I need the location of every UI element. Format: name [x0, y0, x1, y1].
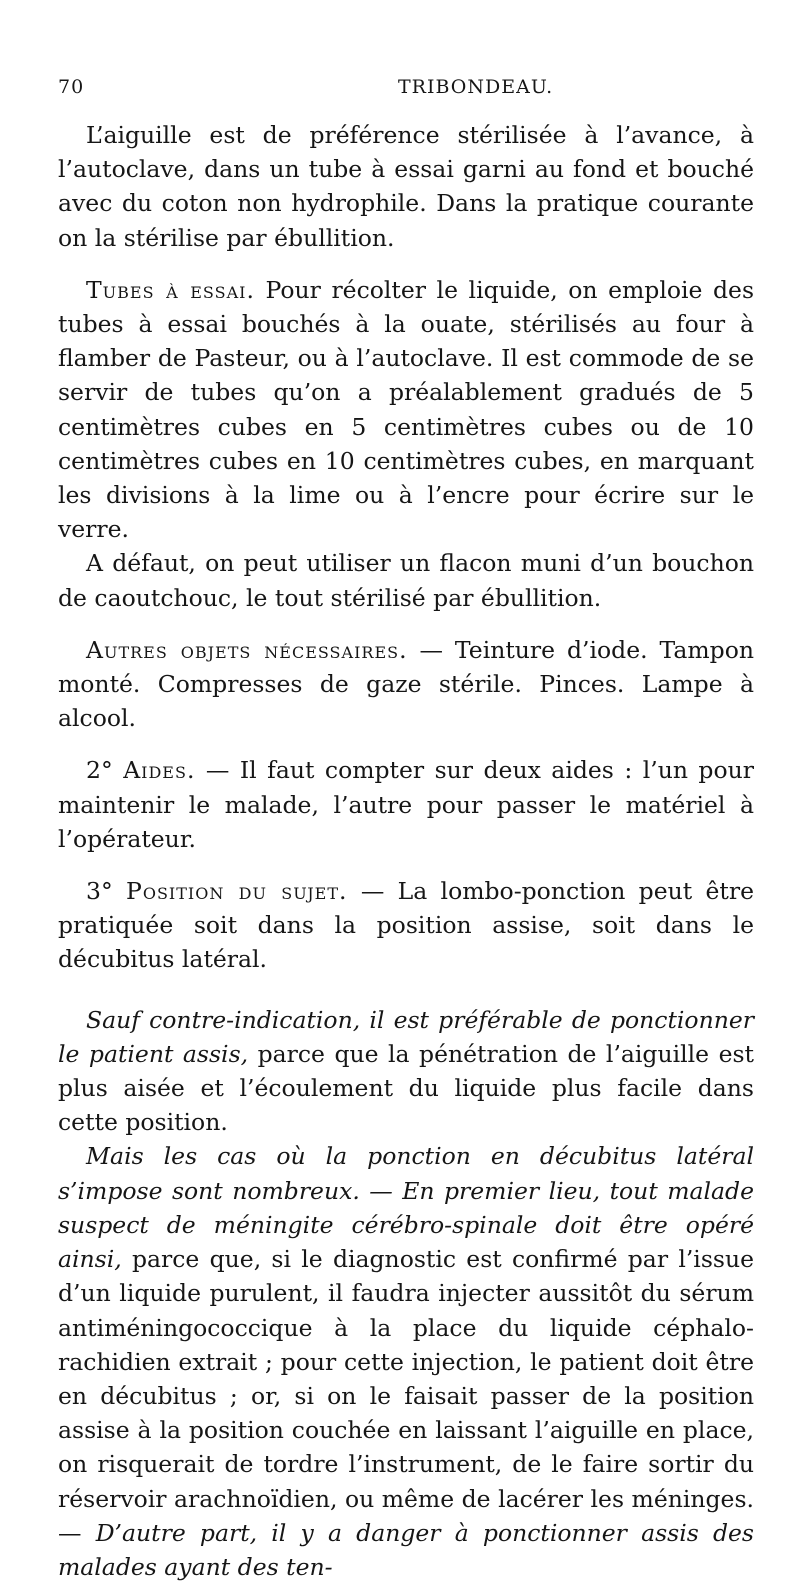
paragraph-text: — La lombo-ponction peut être pratiquée soit dans la position assise, soit dans le décubitus latéral.	[58, 877, 754, 974]
paragraph-seated-preference	[58, 1003, 754, 1140]
paragraph-text: parce que, si le diagnostic est confirmé par l’issue d’un liquide purulent, il faudra injecter aussitôt du sérum antiméningococcique à la place du liquide céphalo-rachidien extrait ; pour cette injection, le patient doit être en décubitus ; or, si on le faisait passer de la position assise à la position couchée en laissant l’aiguille en place, on risquerait de tordre l’instrument, de le faire sortir du réservoir arachnoïdien, ou même de lacérer les méninges. —	[58, 1245, 754, 1547]
paragraph-text: — Il faut compter sur deux aides : l’un pour maintenir le malade, l’autre pour passer le matériel à l’opérateur.	[58, 756, 754, 853]
paragraph-patient-position	[58, 874, 754, 977]
running-title: TRIBONDEAU.	[398, 76, 554, 98]
paragraph-test-tubes	[58, 273, 754, 547]
paragraph-flask-alternative	[58, 546, 754, 614]
page-number: 70	[58, 76, 85, 98]
running-header	[58, 76, 742, 106]
section-number: 2°	[86, 756, 113, 785]
italic-emphasis: Sauf contre-indication, il est préférable de ponctionner le patient assis,	[58, 1005, 754, 1068]
paragraph-needle-sterilization	[58, 118, 754, 255]
section-heading: Aides.	[123, 756, 196, 785]
paragraph-text: Pour récolter le liquide, on emploie des tubes à essai bouchés à la ouate, stérilisés au four à flamber de Pasteur, ou à l’autoclave. Il est commode de se servir de tubes qu’on a préalablement gradués de 5 centimètres cubes en 5 centimètres cubes ou de 10 centimètres cubes en 10 centimètres cubes, en marquant les divisions à la lime ou à l’encre pour écrire sur le verre.	[58, 275, 755, 544]
section-number: 3°	[86, 877, 113, 906]
paragraph-text: L’aiguille est de préférence stérilisée à l’avance, à l’autoclave, dans un tube à essai garni au fond et bouché avec du coton non hydrophile. Dans la pratique courante on la stérilise par ébullition.	[58, 121, 754, 252]
italic-emphasis-end: D’autre part, il y a danger à ponctionner assis des malades ayant des ten-	[58, 1518, 754, 1581]
paragraph-text: parce que la pénétration de l’aiguille est plus aisée et l’écoulement du liquide plus facile dans cette position.	[58, 1039, 754, 1137]
section-heading: Position du sujet.	[126, 877, 348, 906]
paragraph-text: A défaut, on peut utiliser un flacon muni d’un bouchon de caoutchouc, le tout stérilisé par ébullition.	[58, 549, 754, 612]
page-body	[58, 118, 754, 1584]
italic-emphasis: Mais les cas où la ponction en décubitus latéral s’impose sont nombreux. — En premier lieu, tout malade suspect de méningite cérébro-spinale doit être opéré ainsi,	[58, 1142, 754, 1274]
section-heading: Autres objets nécessaires.	[86, 635, 408, 664]
paragraph-text: — Teinture d’iode. Tampon monté. Compresses de gaze stérile. Pinces. Lampe à alcool.	[58, 635, 754, 733]
paragraph-assistants	[58, 753, 754, 856]
section-heading: Tubes à essai.	[86, 275, 255, 304]
paragraph-other-items	[58, 633, 754, 736]
paragraph-lateral-decubitus	[58, 1139, 754, 1584]
